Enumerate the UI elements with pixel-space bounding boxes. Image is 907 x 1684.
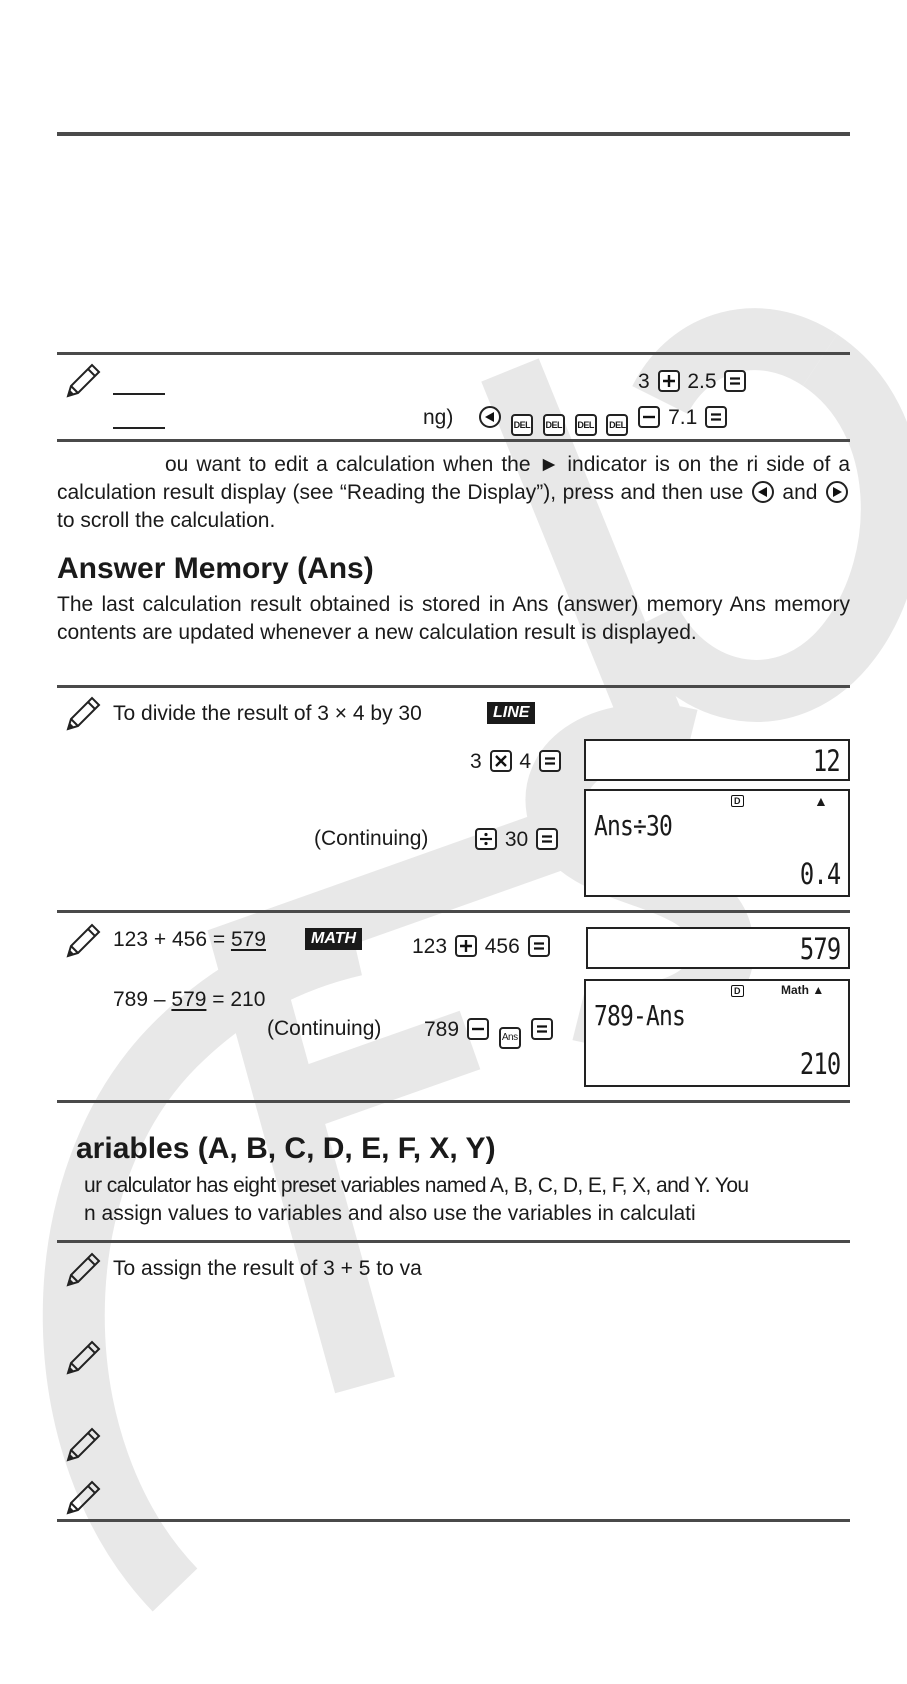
example3-rule-bottom — [57, 1519, 850, 1522]
plus-key-icon — [455, 935, 477, 957]
key-input: 2.5 — [687, 370, 717, 393]
key-input: 123 — [412, 935, 448, 958]
lcd-result: 579 — [799, 932, 840, 966]
example1-step2-label: (Continuing) — [314, 827, 429, 850]
variables-body-line1: ur calculator has eight preset variables named A, B, C, D, E, F, X, and Y. You — [84, 1174, 749, 1197]
example-rule-bottom — [57, 439, 850, 442]
del-key-icon: DEL — [543, 414, 565, 436]
pencil-icon — [62, 1339, 102, 1379]
top-rule — [57, 132, 850, 136]
equation-text: = 210 — [206, 988, 266, 1011]
equation-text: 123 + 456 = — [113, 928, 231, 951]
example1-step2-keys — [473, 828, 560, 850]
example1-title: To divide the result of 3 × 4 by 30 — [113, 702, 422, 725]
equals-key-icon — [531, 1018, 553, 1040]
example1-rule-top — [57, 685, 850, 688]
lcd-indicator-d — [731, 983, 744, 997]
divide-key-icon — [475, 828, 497, 850]
key-input: 4 — [519, 750, 532, 773]
lcd-display — [584, 789, 850, 897]
equals-key-icon — [705, 406, 727, 428]
lcd-result: 210 — [799, 1047, 840, 1081]
edit-note-tail: to scroll the calculation. — [57, 509, 276, 532]
lcd-indicator-arrow: ▲ — [814, 793, 828, 809]
left-arrow-key-icon — [479, 406, 501, 428]
example1-step1-keys — [470, 750, 563, 772]
key-input: 3 — [638, 370, 650, 393]
ans-key-icon: Ans — [499, 1027, 521, 1049]
key-input: 7.1 — [668, 406, 698, 429]
del-key-icon: DEL — [511, 414, 533, 436]
pencil-icon — [62, 1426, 102, 1466]
example2-rule-bottom — [57, 1100, 850, 1103]
edit-note — [57, 451, 850, 535]
lcd-expression: 789-Ans — [594, 999, 686, 1032]
lcd-display — [584, 979, 850, 1087]
del-key-icon: DEL — [606, 414, 628, 436]
pencil-icon — [62, 1479, 102, 1519]
minus-key-icon — [467, 1018, 489, 1040]
example2-step2-keys — [424, 1018, 555, 1049]
answer-memory-heading: Answer Memory (Ans) — [57, 552, 374, 585]
lcd-indicator-math: Math ▲ — [781, 983, 825, 997]
answer-memory-body: The last calculation result obtained is stored in Ans (answer) memory Ans memory contents are updated whenever a new calculation result is displayed. — [57, 593, 850, 644]
equals-key-icon — [536, 828, 558, 850]
lcd-indicator-d — [731, 793, 744, 807]
ans-value: 579 — [171, 988, 207, 1011]
variables-body-line2: n assign values to variables and also use the variables in calculati — [84, 1202, 696, 1225]
lcd-result: 12 — [813, 744, 840, 778]
pencil-icon — [62, 695, 102, 735]
example2-step2-label: (Continuing) — [267, 1017, 382, 1040]
equals-key-icon — [724, 370, 746, 392]
pencil-icon — [62, 362, 102, 402]
pencil-icon — [62, 922, 102, 962]
del-key-icon: DEL — [575, 414, 597, 436]
right-arrow-key-icon — [826, 481, 848, 503]
edit-keys-line2 — [423, 406, 729, 436]
example2-rule-top — [57, 910, 850, 913]
line-mode-tag: LINE — [487, 702, 535, 724]
pencil-icon — [62, 1251, 102, 1291]
example3-title: To assign the result of 3 + 5 to va — [113, 1257, 422, 1280]
key-input: 3 — [470, 750, 482, 773]
example2-step1-keys — [412, 935, 552, 957]
lcd-display — [584, 739, 850, 781]
example3-rule-top — [57, 1240, 850, 1243]
key-prefix: ng) — [423, 406, 454, 429]
deg-indicator: D — [731, 795, 744, 807]
blank-underline — [113, 393, 165, 395]
example2-equation1 — [113, 929, 266, 950]
left-arrow-key-icon — [752, 481, 774, 503]
example-rule-top — [57, 352, 850, 355]
edit-keys-line1 — [638, 370, 748, 392]
key-input: 789 — [424, 1018, 460, 1041]
plus-key-icon — [658, 370, 680, 392]
equals-key-icon — [528, 935, 550, 957]
example2-equation2 — [113, 989, 265, 1010]
key-input: 456 — [484, 935, 520, 958]
lcd-result: 0.4 — [799, 857, 840, 891]
multiply-key-icon — [490, 750, 512, 772]
deg-indicator: D — [731, 985, 744, 997]
lcd-expression: Ans÷30 — [594, 809, 673, 842]
equals-key-icon — [539, 750, 561, 772]
minus-key-icon — [638, 406, 660, 428]
variables-heading: ariables (A, B, C, D, E, F, X, Y) — [76, 1132, 496, 1165]
lcd-display — [586, 927, 850, 969]
blank-underline — [113, 427, 165, 429]
math-mode-tag: MATH — [305, 928, 362, 950]
ans-value: 579 — [230, 928, 266, 951]
edit-note-and: and — [782, 481, 818, 504]
edit-note-text: ou want to edit a calculation when the ► indicator is on the ri side of a calculation result display (see “Reading the Display”), press and then use — [57, 453, 850, 504]
equation-text: 789 – — [113, 988, 172, 1011]
key-input: 30 — [504, 828, 529, 851]
